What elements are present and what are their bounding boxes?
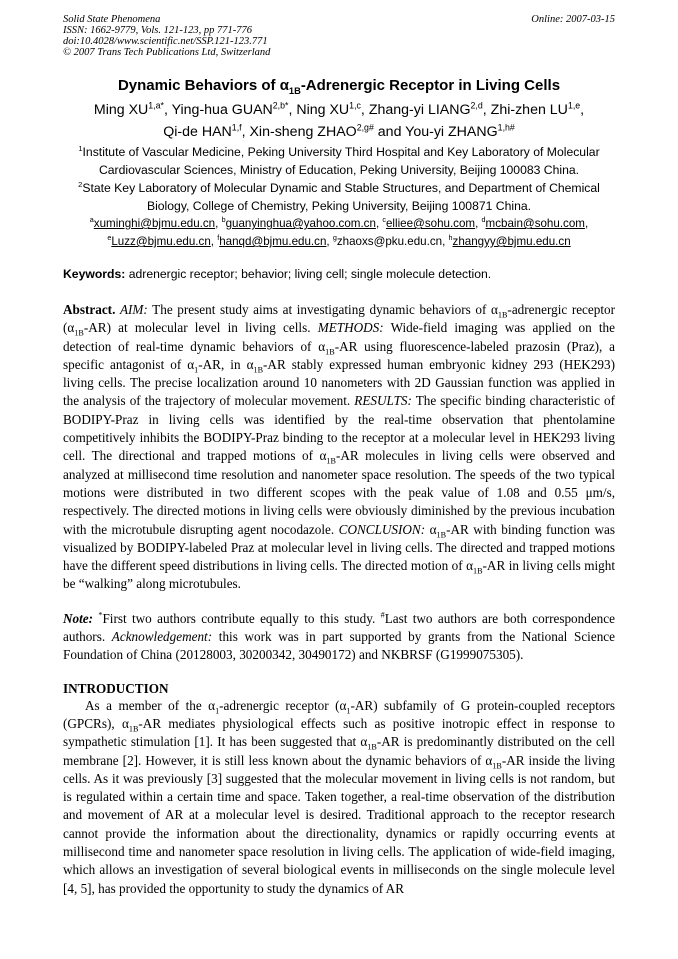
email-address: zhangyy@bjmu.edu.cn — [452, 235, 571, 248]
author-name: Ning XU — [296, 102, 350, 118]
journal-header — [63, 14, 615, 58]
intro-segment: 1B — [367, 742, 377, 752]
abstract-segment: -AR in living cells might be “walking” along microtubules. — [63, 558, 615, 592]
author-name: Zhang-yi LIANG — [368, 102, 471, 118]
affiliation-text: State Key Laboratory of Molecular Dynamic and Stable Structures, and Department of Chemical Biology, College of Chemistry, Peking University, Beijing 100871 China. — [82, 181, 600, 213]
email-address: hanqd@bjmu.edu.cn — [219, 235, 327, 248]
author-sup: 1,c — [349, 100, 361, 111]
abstract-segment: 1B — [497, 310, 508, 320]
intro-segment: -adrenergic receptor (α — [219, 697, 347, 713]
doi-line: doi:10.4028/www.scientific.net/SSP.121-123.771 — [63, 36, 268, 47]
email-address: guanyinghua@yahoo.com.cn — [225, 217, 376, 230]
introduction-text — [63, 697, 615, 898]
abstract-segment: Abstract. — [63, 302, 116, 317]
intro-segment: As a member of the α — [85, 697, 216, 713]
abstract-segment: -AR) at molecular level in living cells. — [83, 320, 318, 336]
intro-segment: 1B — [128, 724, 139, 734]
affiliation-number: 2 — [78, 179, 83, 189]
abstract-segment: -AR, in α — [198, 356, 254, 372]
abstract-segment: 1B — [326, 457, 336, 467]
email-address: xuminghi@bjmu.edu.cn — [93, 217, 216, 230]
note-paragraph — [63, 610, 615, 665]
title-part-2: -Adrenergic Receptor in Living Cells — [300, 77, 561, 94]
author-list: Ming $XU^{1,a*}$, Ying-hua $GUAN^{2,b*}$, Ning XU$^{1,c}$, Zhang-yi LIANG$^{2,d}$, Zhi-zhen LU$^{1,e}$, Qi-de HAN$^{1,f}$, Xin-sheng $ZHAO^{2,g\#}$ and You-yi $ZHANG^{1,h\#}$ — [93, 100, 585, 140]
affiliation — [63, 179, 615, 215]
abstract-segment: -adrenergic receptor (α — [63, 302, 616, 336]
author-sup: 2,d — [470, 100, 483, 111]
abstract-segment: 1B — [74, 328, 84, 338]
author-name: Xin-sheng ZHAO — [249, 124, 357, 140]
keywords-label: Keywords: — [63, 267, 126, 281]
abstract-segment: -AR molecules in living cells were observed and analyzed at millisecond time resolution and nanometer space resolution. The speeds of the two typical motions were distributed in two different scopes with the peak value of 1.08 and 0.55 μm/s, respectively. The directed motions in living cells were obviously diminished by the previous incubation with the microtubule disrupting agent nocodazole. — [63, 448, 615, 537]
paper-page — [63, 14, 615, 898]
keywords-text: adrenergic receptor; behavior; living cell; single molecule detection. — [128, 267, 492, 281]
author-name: You-yi ZHANG — [405, 124, 498, 140]
email-list: $^a$xuminghi@bjmu.edu.cn, $^b$guanyinghua@yahoo.com.cn, $^c$elliee@sohu.com, $^d$mcbain@sohu.com, $^e$Luzz@bjmu.edu.cn, $^f$hanqd@bjmu.edu.cn, $^g$zhaoxs@pku.edu.cn, $^h$zhangyy@bjmu.edu.cn — [89, 215, 589, 248]
abstract-segment: -AR using fluorescence-labeled prazosin (Praz), a specific antagonist of α — [63, 338, 615, 372]
author-sup: 1,f — [231, 122, 242, 133]
abstract-segment: 1B — [436, 530, 447, 540]
author-sup: 2,b* — [272, 100, 289, 111]
email-letter: e — [107, 233, 112, 243]
note-segment: Last two authors are both correspondence authors. — [63, 610, 615, 645]
email-letter: b — [221, 215, 226, 225]
journal-name: Solid State Phenomena — [63, 14, 161, 25]
affiliation-text: Institute of Vascular Medicine, Peking University Third Hospital and Key Laboratory of Molecular Cardiovascular Sciences, Ministry of Education, Peking University, Beijing 100083 China. — [82, 145, 600, 177]
author-sup: 2,g# — [356, 122, 374, 133]
email-address: Luzz@bjmu.edu.cn — [111, 235, 211, 248]
author-sup: 1,a* — [148, 100, 164, 111]
affiliation — [63, 143, 615, 179]
email-letter: g — [332, 233, 337, 243]
affiliations — [63, 143, 615, 215]
keywords — [63, 267, 615, 281]
online-date: Online: 2007-03-15 — [531, 14, 615, 25]
email-letter: f — [217, 233, 220, 243]
intro-segment: 1 — [346, 706, 351, 716]
author-sup: 1,h# — [497, 122, 515, 133]
author-name: Ying-hua GUAN — [171, 102, 273, 118]
email-letter: a — [89, 215, 94, 225]
issn-line: ISSN: 1662-9779, Vols. 121-123, pp 771-776 — [63, 25, 252, 36]
author-sup: 1,e — [567, 100, 581, 111]
introduction-heading: INTRODUCTION — [63, 680, 169, 696]
abstract-segment: CONCLUSION: — [338, 521, 426, 537]
abstract-segment: 1B — [325, 347, 335, 357]
author-name: Qi-de HAN — [163, 124, 232, 140]
email-letter: h — [448, 233, 453, 243]
affiliation-number: 1 — [78, 143, 83, 153]
note-segment: Acknowledgement: — [111, 629, 213, 645]
email-address: elliee@sohu.com — [385, 217, 476, 230]
email-letter: c — [382, 215, 386, 225]
note-segment: this work was in part supported by grants from the National Science Foundation of China (20128003, 30200342, 30490172) and NKBRSF (G1999075305). — [63, 629, 615, 663]
abstract-segment: RESULTS: — [354, 393, 412, 409]
intro-segment: -AR) subfamily of G protein-coupled receptors (GPCRs), α — [63, 697, 615, 731]
abstract — [63, 301, 615, 594]
abstract-segment: METHODS: — [317, 320, 384, 336]
abstract-segment: Wide-field imaging was applied on the detection of real-time dynamic behaviors of α — [63, 320, 616, 354]
note-segment: # — [380, 610, 385, 620]
author-name: Zhi-zhen LU — [490, 102, 568, 118]
intro-segment: 1B — [492, 761, 502, 771]
email-address: zhaoxs@pku.edu.cn — [336, 235, 443, 248]
author-name: Ming XU — [93, 102, 149, 118]
title-subscript: 1B — [288, 86, 301, 96]
note-label: Note: — [63, 610, 94, 626]
intro-segment: 1 — [215, 706, 220, 716]
intro-segment: -AR mediates physiological effects such as positive inotropic effect in response to sympathetic stimulation [1]. It has been suggested that α — [63, 715, 615, 750]
abstract-segment: -AR stably expressed human embryonic kidney 293 (HEK293) living cells. The precise localization around 10 nanometers with 2D Gaussian function was applied in the analysis of the trajectory of molecular movement. — [63, 356, 615, 409]
email-address: mcbain@sohu.com — [485, 217, 585, 230]
abstract-segment: AIM: — [119, 302, 148, 317]
title-part-1: Dynamic Behaviors of α — [117, 77, 289, 94]
note-segment: First two authors contribute equally to this study. — [102, 610, 381, 626]
copyright-line: © 2007 Trans Tech Publications Ltd, Switzerland — [63, 47, 271, 58]
email-letter: d — [481, 215, 486, 225]
abstract-segment: The specific binding characteristic of BODIPY-Praz in living cells was identified by the real-time observation that phentolamine competitively inhibits the BODIPY-Praz binding to the receptor at a molecular level in HEK293 living cell. The directional and trapped motions of α — [63, 393, 616, 464]
note-segment: * — [98, 610, 103, 620]
abstract-segment: α — [425, 521, 437, 537]
intro-segment: -AR is predominantly distributed on the cell membrane [2]. However, it is still less known about the dynamic behaviors of α — [63, 734, 615, 768]
intro-segment: -AR inside the living cells. As it was previously [3] suggested that the molecular movement in living cells is not random, but is regulated within a certain time and space. Taken together, a real-time observation of the distribution and movement of AR at a molecular level is desired. Traditional approach to the receptor research cannot provide the information about the directionality, dynamics or rapidly occurring events at millisecond time and nanometer space resolution in living cells. The application of wide-field imaging, which allows an investigation of several biological events in milliseconds on the single molecule level [4, 5], has provided the opportunity to study the dynamics of AR — [63, 752, 615, 896]
abstract-segment: The present study aims at investigating dynamic behaviors of α — [147, 302, 498, 317]
abstract-segment: -AR with binding function was visualized by BODIPY-labeled Praz at molecular level in living cells. The directed and trapped motions have the different speed distributions in living cells. The directed motion of α — [63, 521, 615, 574]
paper-title — [63, 77, 615, 94]
abstract-segment: 1B — [253, 365, 264, 375]
abstract-segment: 1B — [472, 566, 483, 576]
abstract-segment: 1 — [194, 365, 199, 375]
